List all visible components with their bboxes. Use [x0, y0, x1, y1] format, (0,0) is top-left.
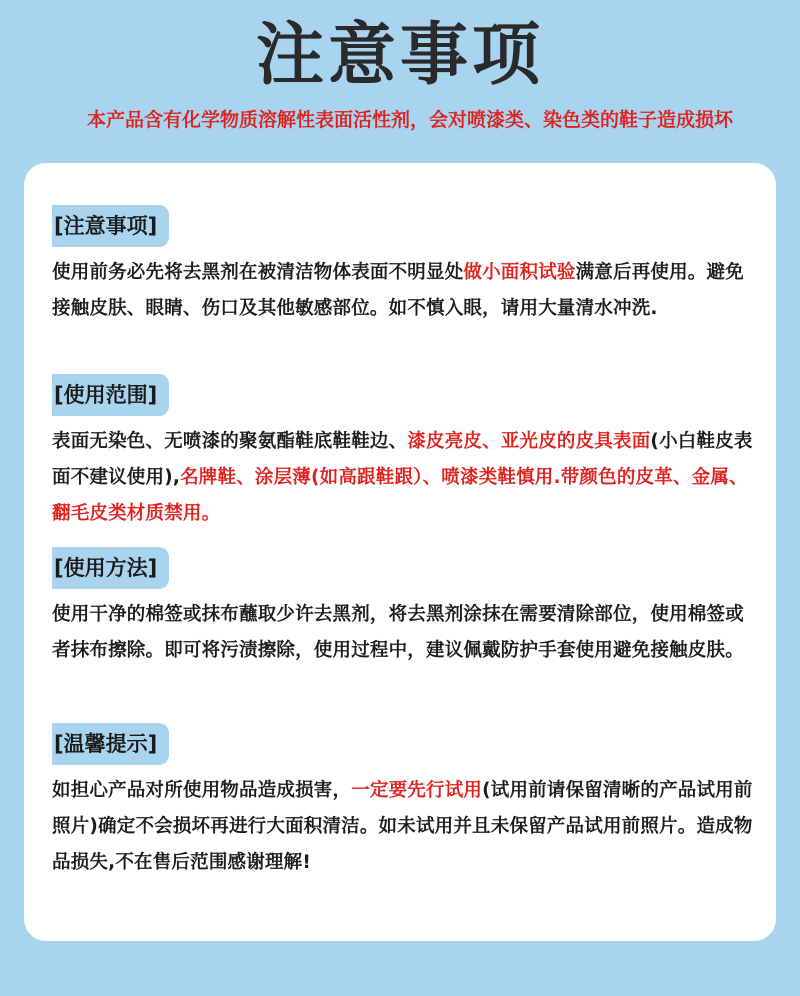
section-text: 使用干净的棉签或抹布蘸取少许去黑剂，将去黑剂涂抹在需要清除部位，使用棉签或者抹布擦除。即可将污渍擦除，使用过程中，建议佩戴防护手套使用避免接触皮肤。: [52, 604, 744, 661]
section-method: [52, 547, 762, 669]
section-tag: [使用方法]: [52, 547, 169, 589]
section-scope: [52, 374, 762, 532]
section-text: 表面无染色、无喷漆的聚氨酯鞋底鞋鞋边、漆皮亮皮、亚光皮的皮具表面(小白鞋皮表面不建议使用),名牌鞋、涂层薄(如高跟鞋跟）、喷漆类鞋慎用.带颜色的皮革、金属、翻毛皮类材质禁用。: [52, 431, 753, 524]
warning-banner: 本产品含有化学物质溶解性表面活性剂，会对喷漆类、染色类的鞋子造成损坏: [86, 109, 733, 131]
section-text: 使用前务必先将去黑剂在被清洁物体表面不明显处做小面积试验满意后再使用。避免接触皮肤、眼睛、伤口及其他敏感部位。如不慎入眼，请用大量清水冲洗.: [52, 262, 744, 319]
section-text: 如担心产品对所使用物品造成损害，一定要先行试用(试用前请保留清晰的产品试用前照片)确定不会损坏再进行大面积清洁。如未试用并且未保留产品试用前照片。造成物品损失,不在售后范围感谢理解!: [52, 780, 753, 873]
highlight-text: 漆皮亮皮、亚光皮的皮具表面: [407, 431, 651, 452]
highlight-text: 一定要先行试用: [351, 780, 483, 801]
section-tips: [52, 723, 762, 881]
section-tag: [注意事项]: [52, 205, 169, 247]
highlight-text: 名牌鞋、涂层薄(如高跟鞋跟）、喷漆类鞋慎用.带颜色的皮革、金属、翻毛皮类材质禁用。: [52, 467, 748, 524]
section-tag: [温馨提示]: [52, 723, 169, 765]
section-tag: [使用范围]: [52, 374, 169, 416]
section-notice: [52, 205, 762, 327]
page-title: 注意事项: [255, 16, 544, 95]
highlight-text: 做小面积试验: [463, 262, 576, 283]
